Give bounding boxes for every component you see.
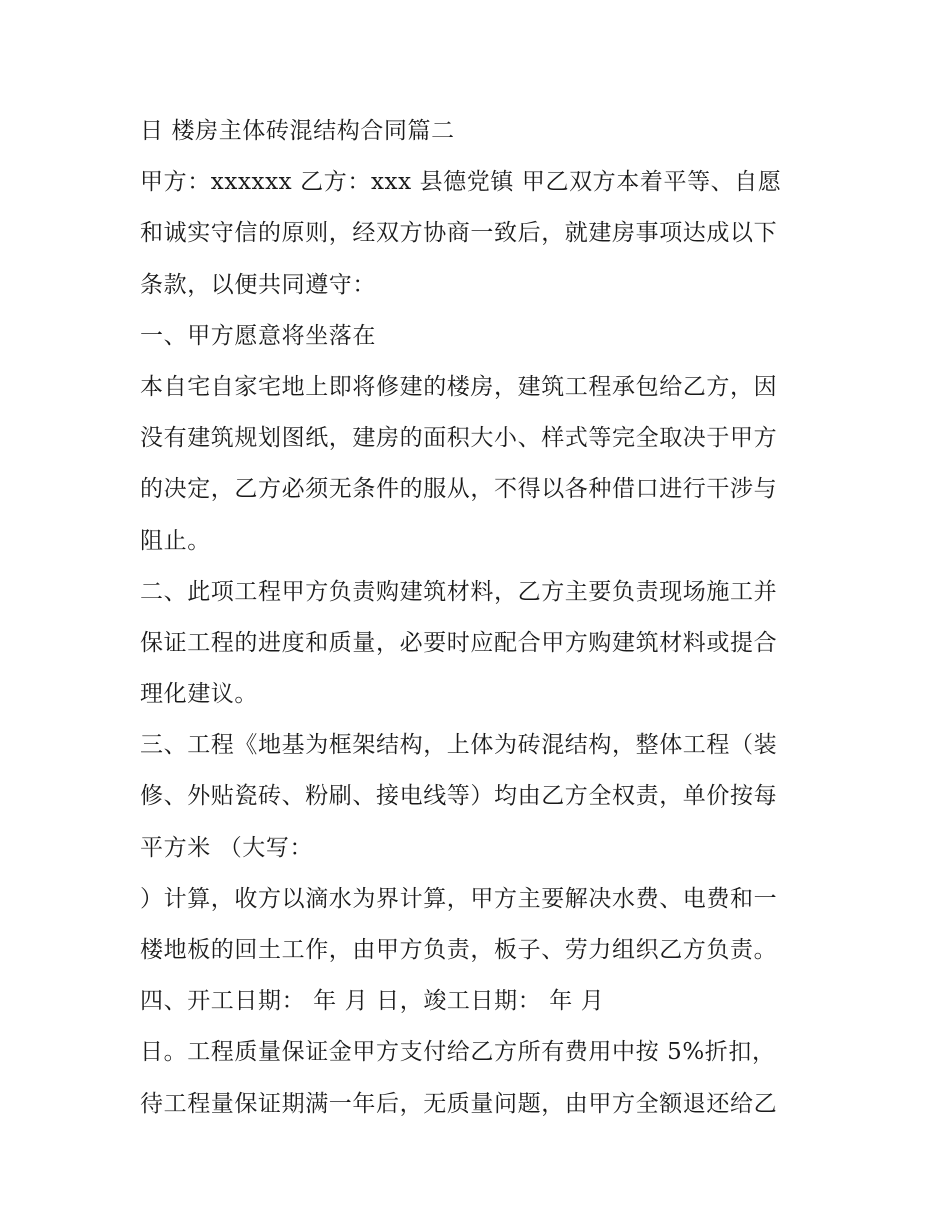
- text-line: 理化建议。: [140, 681, 258, 708]
- text-line: 条款，以便共同遵守：: [140, 271, 376, 298]
- text-line: 楼地板的回土工作，由甲方负责，板子、劳力组织乙方负责。: [140, 937, 778, 963]
- text-line: 待工程量保证期满一年后，无质量问题，由甲方全额退还给乙: [140, 1090, 778, 1117]
- clause-2-heading: 二、此项工程甲方负责购建筑材料，乙方主要负责现场施工并: [140, 578, 778, 605]
- clause-3-heading: 三、工程《地基为框架结构，上体为砖混结构，整体工程（装: [140, 732, 778, 759]
- text-line: 没有建筑规划图纸，建房的面积大小、样式等完全取决于甲方: [140, 425, 778, 452]
- text-line: 甲方：xxxxxx 乙方：xxx 县德党镇 甲乙双方本着平等、自愿: [140, 169, 782, 196]
- text-line: 修、外贴瓷砖、粉刷、接电线等）均由乙方全权责，单价按每: [140, 783, 778, 810]
- text-line: 平方米 （大写：: [140, 834, 314, 861]
- clause-4-heading: 四、开工日期： 年 月 日，竣工日期： 年 月: [140, 988, 605, 1015]
- text-line: 日。工程质量保证金甲方支付给乙方所有费用中按 5%折扣，: [140, 1039, 776, 1066]
- text-line: 本自宅自家宅地上即将修建的楼房，建筑工程承包给乙方，因: [140, 373, 778, 400]
- text-line: 阻止。: [140, 527, 211, 554]
- document-title: 日 楼房主体砖混结构合同篇二: [140, 118, 455, 144]
- text-line: 保证工程的进度和质量，必要时应配合甲方购建筑材料或提合: [140, 629, 778, 656]
- text-line: ）计算，收方以滴水为界计算，甲方主要解决水费、电费和一: [140, 885, 778, 912]
- text-line: 和诚实守信的原则，经双方协商一致后，就建房事项达成以下: [140, 220, 778, 247]
- clause-1-heading: 一、甲方愿意将坐落在: [140, 322, 376, 349]
- contract-body: [140, 106, 830, 1130]
- text-line: 的决定，乙方必须无条件的服从，不得以各种借口进行干涉与: [140, 476, 778, 503]
